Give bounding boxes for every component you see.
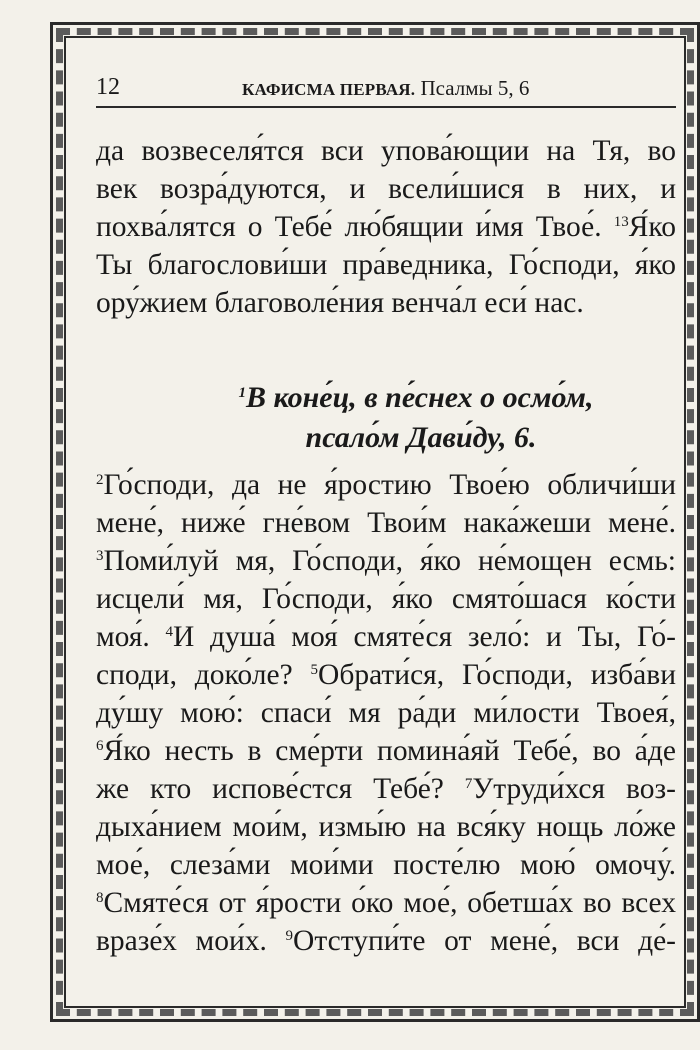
text-line	[96, 656, 676, 694]
psalm-6-text	[96, 466, 676, 960]
page-number: 12	[96, 74, 120, 100]
text-line	[96, 466, 676, 504]
text-line: Ты благослови́ши пра́ведника, Го́споди, я́ко	[96, 249, 676, 281]
text-line	[96, 504, 676, 542]
text-fragment: Я́ко	[628, 211, 676, 243]
text-line: ору́жием благоволе́ния венча́л еси́ нас.	[96, 287, 584, 319]
psalm-6-heading	[96, 378, 676, 458]
running-header	[96, 70, 676, 110]
verse-number: 5	[310, 662, 319, 678]
verse-number: 6	[96, 738, 104, 754]
heading-line-2: псало́м Дави́ду, 6.	[305, 421, 537, 454]
text-line	[96, 770, 676, 808]
text-fragment: Го́споди, да не я́ростию Твое́ю обличи́ши	[103, 469, 676, 501]
text-fragment: Утруди́хся воз-	[472, 773, 676, 805]
text-fragment: Обрати́ся, Го́споди, изба́ви	[318, 659, 676, 691]
text-fragment: Отступи́те от мене́, вси де́-	[293, 925, 676, 957]
text-line	[96, 732, 676, 770]
text-fragment: вразе́х мои́х.	[96, 925, 286, 957]
text-line: да возвеселя́тся вси упова́ющии на Тя, во	[96, 135, 676, 167]
text-fragment: дыха́нием мои́м, измы́ю на вся́ку нощь ло́же	[96, 811, 676, 843]
heading-line-1	[96, 378, 676, 418]
text-fragment: споди, доко́ле?	[96, 659, 311, 691]
text-line	[96, 884, 676, 922]
text-fragment: похва́лятся о Тебе́ лю́бящии и́мя Твое́.	[96, 211, 614, 243]
text-line	[96, 922, 676, 960]
verse-number: 3	[96, 548, 104, 564]
running-title	[242, 76, 529, 101]
text-line	[96, 694, 676, 732]
text-line	[96, 618, 676, 656]
header-rule	[96, 106, 676, 108]
text-fragment: мене́, ниже́ гне́вом Твои́м нака́жеши мене́.	[96, 507, 676, 539]
heading-text: В коне́ц, в пе́снех о осмо́м,	[246, 381, 594, 414]
text-fragment: Поми́луй мя, Го́споди, я́ко не́мощен есмь:	[103, 545, 676, 577]
psalm-5-ending	[96, 132, 676, 322]
verse-number: 8	[96, 890, 104, 906]
text-fragment: моя́.	[96, 621, 166, 653]
verse-number: 13	[613, 214, 629, 230]
text-line	[96, 846, 676, 884]
text-fragment: же кто испове́стся Тебе́?	[96, 773, 465, 805]
text-fragment: мое́, слеза́ми мои́ми посте́лю мою́ омочу́.	[96, 849, 676, 881]
verse-number: 7	[464, 776, 473, 792]
text-line	[96, 208, 676, 246]
text-fragment: Я́ко несть в сме́рти помина́яй Тебе́, во а́де	[103, 735, 676, 767]
verse-number: 9	[285, 928, 294, 944]
text-fragment: ду́шу мою́: спаси́ мя ра́ди ми́лости Твоея́,	[96, 697, 676, 729]
text-fragment: И душа́ моя́ смяте́ся зело́: и Ты, Го́-	[173, 621, 676, 653]
psalms-title: Псалмы 5, 6	[420, 76, 530, 100]
kathisma-title: КАФИСМА ПЕРВАЯ.	[242, 80, 416, 99]
text-line	[96, 580, 676, 618]
verse-number: 2	[96, 472, 104, 488]
text-line	[96, 542, 676, 580]
verse-number: 4	[165, 624, 174, 640]
text-fragment: исцели́ мя, Го́споди, я́ко смято́шася ко́сти	[96, 583, 676, 615]
text-fragment: Смяте́ся от я́рости о́ко мое́, обетша́х во всех	[103, 887, 676, 919]
text-line	[96, 808, 676, 846]
verse-number: 1	[238, 385, 247, 401]
text-line: век возра́дуются, и всели́шися в них, и	[96, 173, 676, 205]
